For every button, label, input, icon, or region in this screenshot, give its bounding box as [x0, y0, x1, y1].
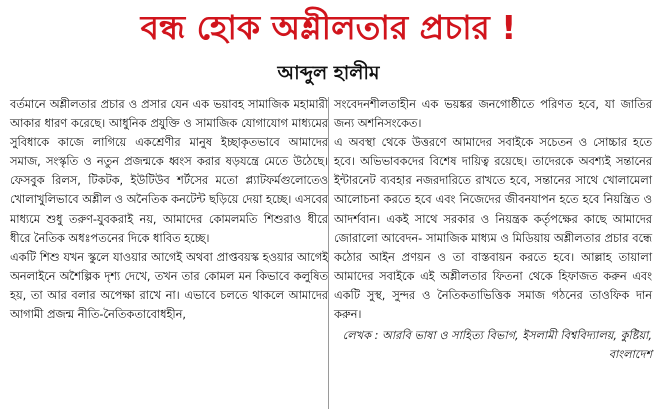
right-column [334, 95, 652, 364]
headline: বন্ধ হোক অশ্লীলতার প্রচার ! [140, 8, 517, 47]
author-note: লেখক : আরবি ভাষা ও সাহিত্য বিভাগ, ইসলামী বিশ্ববিদ্যালয়, কুষ্টিয়া, বাংলাদেশ [342, 329, 652, 362]
paragraph: একটি শিশু যখন স্কুলে যাওয়ার আগেই অথবা প্রাপ্তবয়স্ক হওয়ার আগেই অনলাইনে অশৈল্পিক দৃশ্য দেখে, তখন তার কোমল মন কিভাবে কলুষিত হয়, তা আর বলার অপেক্ষা রাখে না। এভাবে চলতে থাকলে আমাদের আগামী প্রজন্ম নীতি-নৈতিকতাবোধহীন, [10, 250, 328, 322]
column-divider [328, 97, 329, 409]
paragraph: এ অবস্থা থেকে উত্তরণে আমাদের সবাইকে সচেতন ও সোচ্চার হতে হবে। অভিভাবকদের বিশেষ দায়িত্ব রয়েছে। তাদেরকে অবশ্যই সন্তানের ইন্টারনেট ব্যবহার নজরদারিতে রাখতে হবে, সন্তানের সাথে খোলামেলা আলোচনা করতে হবে এবং নিজেদের জীবনযাপন হতে হবে নিয়ন্ত্রিত ও আদর্শবান। একই সাথে সরকার ও নিয়ন্ত্রক কর্তৃপক্ষের কাছে আমাদের জোরালো আবেদন- সামাজিক মাধ্যম ও মিডিয়ায় অশ্লীলতার প্রচার বন্ধে কঠোর আইন প্রণয়ন ও তা বাস্তবায়ন করতে হবে। আল্লাহ তায়ালা আমাদের সবাইকে এই অশ্লীলতার ফিতনা থেকে হিফাজত করুন এবং একটি সুস্থ, সুন্দর ও নৈতিকতাভিত্তিক সমাজ গঠনের তাওফিক দান করুন। [334, 136, 652, 322]
paragraph: সংবেদনশীলতাহীন এক ভয়ঙ্কর জনগোষ্ঠীতে পরিণত হবে, যা জাতির জন্য অশনিসংকেত। [334, 98, 652, 131]
paragraph: বর্তমানে অশ্লীলতার প্রচার ও প্রসার যেন এক ভয়াবহ সামাজিক মহামারী আকার ধারণ করেছে। আধুনিক প্রযুক্তি ও সামাজিক যোগাযোগ মাধ্যমের সুবিধাকে কাজে লাগিয়ে একশ্রেণীর মানুষ ইচ্ছাকৃতভাবে আমাদের সমাজ, সংস্কৃতি ও নতুন প্রজন্মকে ধ্বংস করার ষড়যন্ত্রে মেতে উঠেছে। ফেসবুক রিলস, টিকটক, ইউটিউব শর্টসের মতো প্ল্যাটফর্মগুলোতেও খোলাখুলিভাবে অশ্লীল ও অনৈতিক কনটেন্ট ছড়িয়ে দেয়া হচ্ছে। এসবের মাধ্যমে শুধু তরুণ-যুবকরাই নয়, আমাদের কোমলমতি শিশুরাও ধীরে ধীরে নৈতিক অধঃপতনের দিকে ধাবিত হচ্ছে। [10, 98, 328, 245]
left-column [10, 95, 328, 324]
byline: আব্দুল হালীম [277, 62, 380, 84]
